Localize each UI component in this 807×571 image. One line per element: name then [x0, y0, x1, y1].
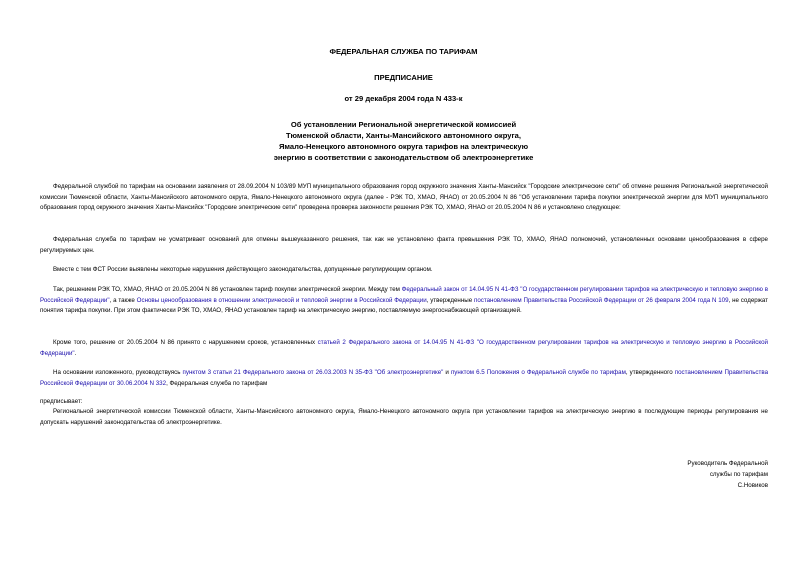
subject-line-2: Тюменской области, Ханты-Мансийского автономного округа,: [285, 131, 521, 140]
paragraph-4-text-c: , утвержденные: [426, 296, 474, 304]
prescribes-heading: предписывает:: [40, 398, 83, 405]
paragraph-6-text-c: , утвержденного: [625, 369, 675, 376]
subject-line-4: энергию в соответствии с законодательством об электроэнергетике: [273, 153, 534, 162]
paragraph-6-text-a: На основании изложенного, руководствуясь: [53, 369, 183, 376]
law-35fz-link[interactable]: пунктом 3 статьи 21 Федерального закона от 26.03.2003 N 35-ФЗ "Об электроэнергетике": [182, 369, 444, 376]
signature-name: С.Новиков: [737, 482, 768, 489]
paragraph-3: Вместе с тем ФСТ России выявлены некоторые нарушения действующего законодательства, допущенные регулирующим органом.: [53, 266, 433, 273]
signature-position: Руководитель Федеральной: [687, 460, 768, 467]
paragraph-1: Федеральной службой по тарифам на основании заявления от 28.09.2004 N 103/89 МУП муниципального образования город окружного значения Ханты-Мансийск "Городские электрические сети" об отмене решения Региональной энергетической комиссии Тюменской области, Ханты-Мансийского автономного округа, Ямало-Ненецкого автономного округа (далее - РЭК ТО, ХМАО, ЯНАО) от 20.05.2004 N 86 "Об установлении тарифа покупки электрической энергии для МУП муниципального образования город окружного значения Ханты-Мансийск "Городские электрические сети" проведена проверка законности решения РЭК ТО, ХМАО, ЯНАО от 20.05.2004 N 86 и установлено следующее:: [40, 183, 768, 211]
document-type: ПРЕДПИСАНИЕ: [374, 73, 433, 82]
paragraph-2: Федеральная служба по тарифам не усматривает оснований для отмены вышеуказанного решения, так как не установлено факта превышения РЭК ТО, ХМАО, ЯНАО полномочий, установленных основами ценообразования в сфере регулируемых цен.: [40, 236, 768, 254]
paragraph-7: Региональной энергетической комиссии Тюменской области, Ханты-Мансийского автономного округа, Ямало-Ненецкого автономного округа при установлении тарифов на электрическую энергию в последующие периоды регулирования не допускать нарушений законодательства об электроэнергетике.: [40, 408, 768, 426]
paragraph-4-text-b: , а также: [109, 296, 137, 304]
subject-line-1: Об установлении Региональной энергетической комиссией: [290, 120, 517, 129]
paragraph-6-text-d: , Федеральная служба по тарифам: [166, 379, 268, 387]
fst-regulation-link[interactable]: пунктом 6.5 Положения о Федеральной службе по тарифам: [450, 369, 626, 376]
paragraph-5-text-a: Кроме того, решение от 20.05.2004 N 86 принято с нарушением сроков, установленных: [53, 339, 318, 346]
document-date: от 29 декабря 2004 года N 433-к: [344, 94, 463, 103]
paragraph-4: [40, 285, 768, 327]
paragraph-4-text-a: Так, решением РЭК ТО, ХМАО, ЯНАО от 20.05.2004 N 86 установлен тариф покупки электрической энергии. Между тем: [53, 286, 402, 293]
paragraph-4-text-d: , не содержат понятия тарифа покупки. При этом фактически РЭК ТО, ХМАО, ЯНАО установлен тариф на электрическую энергию, поставляемую энергоснабжающей организацией.: [40, 296, 768, 314]
subject-line-3: Ямало-Ненецкого автономного округа тарифов на электрическую: [278, 142, 529, 151]
agency-title: ФЕДЕРАЛЬНАЯ СЛУЖБА ПО ТАРИФАМ: [329, 47, 478, 56]
paragraph-5: [40, 338, 768, 360]
paragraph-5-text-b: .: [74, 349, 77, 357]
government-decree-109-link[interactable]: постановлением Правительства Российской Федерации от 26 февраля 2004 года N 109: [473, 296, 729, 304]
paragraph-6-text-b: и: [443, 369, 451, 376]
paragraph-6: [40, 368, 768, 390]
law-41fz-article-2-link[interactable]: статьей 2 Федерального закона от 14.04.95 N 41-ФЗ "О государственном регулировании тарифов на электрическую и тепловую энергию в Российской Федерации": [40, 339, 768, 357]
signature-agency: службы по тарифам: [709, 471, 768, 478]
government-decree-332-link[interactable]: постановлением Правительства Российской Федерации от 30.06.2004 N 332: [40, 369, 768, 387]
pricing-basics-link[interactable]: Основы ценообразования в отношении электрической и тепловой энергии в Российской Федерации: [136, 296, 427, 304]
law-41fz-link[interactable]: Федеральный закон от 14.04.95 N 41-ФЗ "О государственном регулировании тарифов на электрическую и тепловую энергию в Российской Федерации": [40, 286, 768, 304]
